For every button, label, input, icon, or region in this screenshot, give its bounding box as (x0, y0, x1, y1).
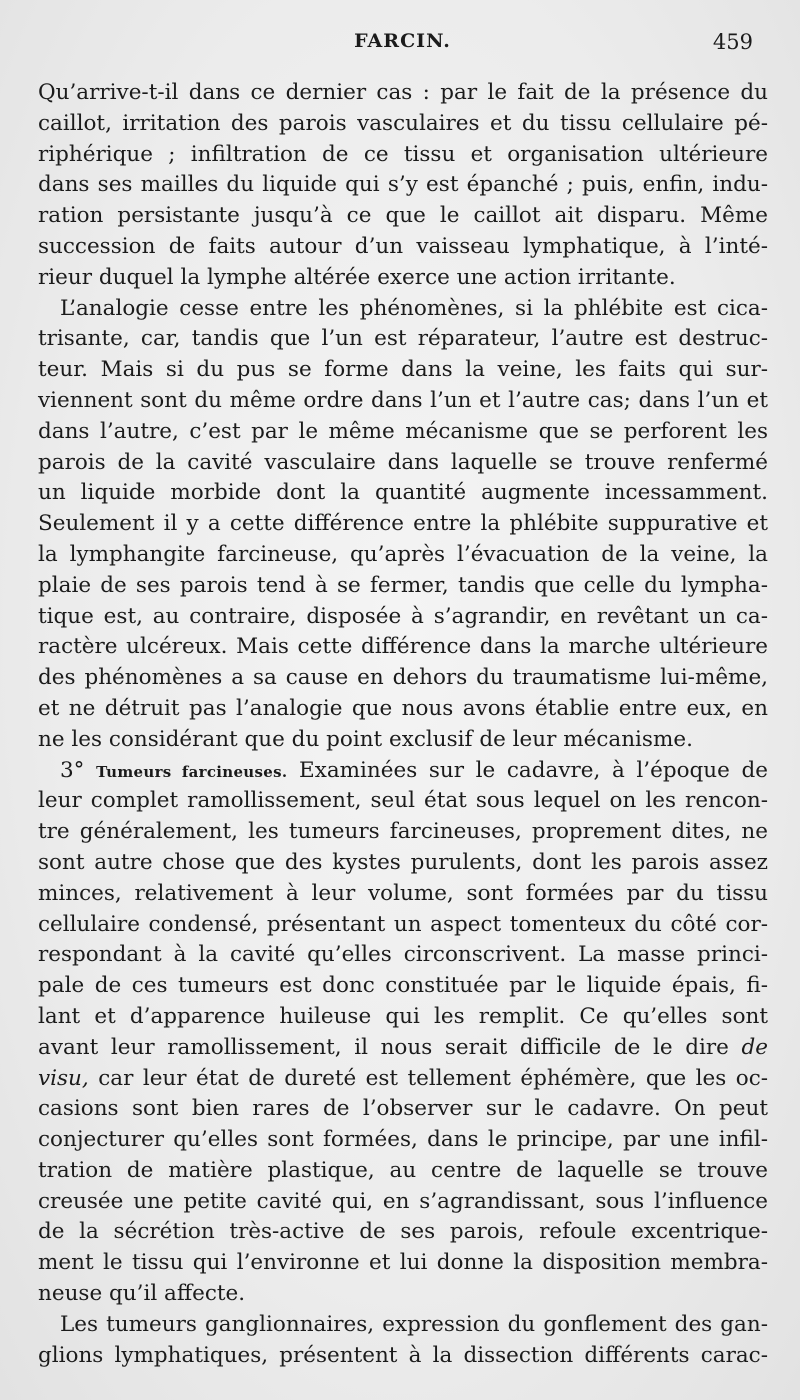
text-line: Seulement il y a cette différence entre la phlébite suppurative et (38, 511, 768, 537)
text-line: conjecturer qu’elles sont formées, dans le principe, par une infil- (38, 1127, 768, 1153)
text-line: avant leur ramollissement, il nous serait difficile de le dire de (38, 1034, 768, 1060)
running-title: FARCIN. (354, 30, 451, 52)
text-line: trisante, car, tandis que l’un est réparateur, l’autre est destruc- (38, 326, 768, 352)
text-line: glions lymphatiques, présentent à la dissection différents carac- (38, 1342, 768, 1368)
text-line: dans l’autre, c’est par le même mécanisme que se perforent les (38, 418, 768, 444)
text-line: respondant à la cavité qu’elles circonscrivent. La masse princi- (38, 942, 768, 968)
page-number: 459 (712, 30, 753, 54)
text-line: parois de la cavité vasculaire dans laquelle se trouve renfermé (38, 449, 768, 475)
section-title: Tumeurs farcineuses. (96, 762, 288, 781)
section-number: 3° (60, 757, 85, 783)
text-line: Qu’arrive-t-il dans ce dernier cas : par le fait de la présence du (38, 80, 768, 105)
text-line: ration persistante jusqu’à ce que le caillot ait disparu. Même (38, 203, 768, 229)
text-line: neuse qu’il affecte. (38, 1281, 246, 1307)
text-line: et ne détruit pas l’analogie que nous avons établie entre eux, en (38, 695, 768, 721)
text-line: riphérique ; infiltration de ce tissu et organisation ultérieure (38, 141, 768, 167)
text-line: pale de ces tumeurs est donc constituée par le liquide épais, fi- (38, 973, 768, 999)
italic-word: visu, (38, 1065, 89, 1091)
running-head (40, 30, 765, 60)
text-line: Les tumeurs ganglionnaires, expression du gonflement des gan- (60, 1311, 768, 1337)
text-line: la lymphangite farcineuse, qu’après l’évacuation de la veine, la (38, 541, 768, 567)
text-line: visu, car leur état de dureté est tellement éphémère, que les oc- (38, 1065, 768, 1091)
text-line: sont autre chose que des kystes purulents, dont les parois assez (38, 849, 768, 875)
text-line: viennent sont du même ordre dans l’un et l’autre cas; dans l’un et (38, 387, 768, 413)
text-line: ractère ulcéreux. Mais cette différence dans la marche ultérieure (38, 634, 768, 660)
text-line: rieur duquel la lymphe altérée exerce une action irritante. (38, 264, 676, 290)
text-line: un liquide morbide dont la quantité augmente incessamment. (38, 480, 768, 506)
text-line: lant et d’apparence huileuse qui les remplit. Ce qu’elles sont (38, 1003, 768, 1029)
text-line: cellulaire condensé, présentant un aspect tomenteux du côté cor- (38, 911, 768, 937)
text-line: dans ses mailles du liquide qui s’y est épanché ; puis, enfin, indu- (38, 172, 768, 198)
text-line: succession de faits autour d’un vaisseau lymphatique, à l’inté- (38, 233, 768, 259)
text-line: ment le tissu qui l’environne et lui donne la disposition membra- (38, 1250, 768, 1276)
text-line: teur. Mais si du pus se forme dans la veine, les faits qui sur- (38, 357, 768, 383)
text-line: tre généralement, les tumeurs farcineuses, proprement dites, ne (38, 819, 768, 845)
text-line: minces, relativement à leur volume, sont formées par du tissu (38, 880, 768, 906)
italic-word: de (741, 1034, 768, 1060)
text-line: leur complet ramollissement, seul état sous lequel on les rencon- (38, 788, 768, 814)
text-line: tration de matière plastique, au centre de laquelle se trouve (38, 1157, 768, 1183)
text-line: creusée une petite cavité qui, en s’agrandissant, sous l’influence (38, 1188, 768, 1214)
text-line: ne les considérant que du point exclusif de leur mécanisme. (38, 726, 693, 752)
text-line: L’analogie cesse entre les phénomènes, si la phlébite est cica- (60, 295, 768, 321)
text-line: plaie de ses parois tend à se fermer, tandis que celle du lympha- (38, 572, 768, 598)
text-line: tique est, au contraire, disposée à s’agrandir, en revêtant un ca- (38, 603, 768, 629)
text-line: casions sont bien rares de l’observer sur le cadavre. On peut (38, 1096, 768, 1122)
section-heading-line: 3° Tumeurs farcineuses. Examinées sur le cadavre, à l’époque de (60, 757, 768, 783)
text-line: caillot, irritation des parois vasculaires et du tissu cellulaire pé- (38, 110, 768, 136)
text-line: des phénomènes a sa cause en dehors du traumatisme lui-même, (38, 665, 768, 691)
body-text (38, 78, 768, 1371)
text-line: de la sécrétion très-active de ses parois, refoule excentrique- (38, 1219, 768, 1245)
